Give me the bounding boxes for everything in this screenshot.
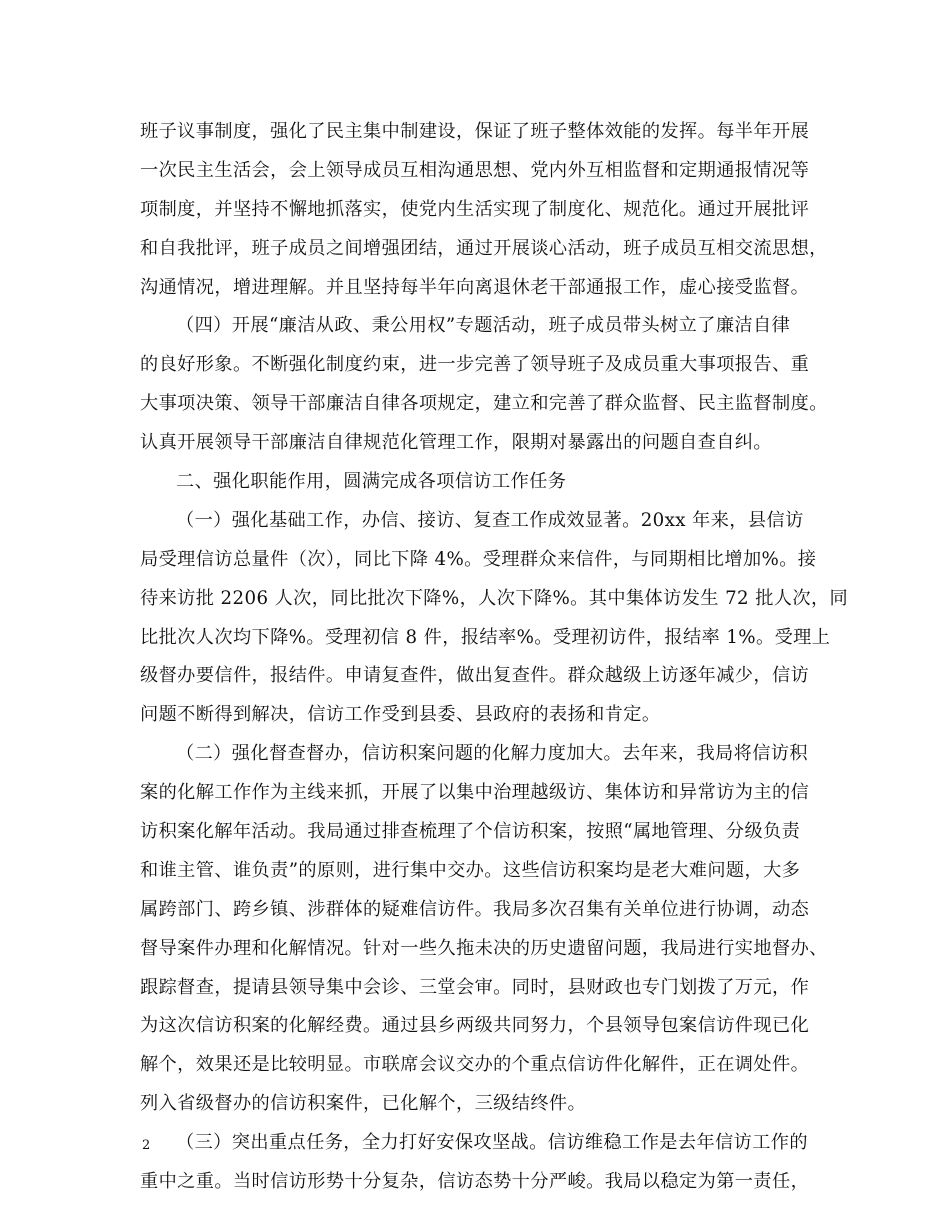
page-number: 2 [142, 1138, 151, 1153]
text-line: 跟踪督查，提请县领导集中会诊、三堂会审。同时，县财政也专门划拨了万元，作 [140, 976, 810, 998]
text-line: 认真开展领导干部廉洁自律规范化管理工作，限期对暴露出的问题自查自纠。 [140, 432, 772, 454]
text-line: （一）强化基础工作，办信、接访、复查工作成效显著。20xx 年来，县信访 [176, 509, 804, 531]
text-line: 为这次信访积案的化解经费。通过县乡两级共同努力，个县领导包案信访件现已化 [140, 1015, 810, 1037]
text-line: （三）突出重点任务，全力打好安保攻坚战。信访维稳工作是去年信访工作的 [176, 1132, 808, 1154]
text-line: 督导案件办理和化解情况。针对一些久拖未决的历史遗留问题，我局进行实地督办、 [140, 937, 828, 959]
text-line: 比批次人次均下降%。受理初信 8 件，报结率%。受理初访件，报结率 1%。受理上 [140, 626, 831, 648]
text-line: 访积案化解年活动。我局通过排查梳理了个信访积案，按照“属地管理、分级负责 [140, 821, 801, 843]
text-line: 和自我批评，班子成员之间增强团结，通过开展谈心活动，班子成员互相交流思想， [140, 237, 828, 259]
text-line: 重中之重。当时信访形势十分复杂，信访态势十分严峻。我局以稳定为第一责任， [140, 1171, 810, 1193]
text-line: 二、强化职能作用，圆满完成各项信访工作任务 [176, 471, 567, 493]
text-line: 问题不断得到解决，信访工作受到县委、县政府的表扬和肯定。 [140, 704, 661, 726]
text-line: 解个，效果还是比较明显。市联席会议交办的个重点信访件化解件，正在调处件。 [140, 1054, 810, 1076]
text-line: 项制度，并坚持不懈地抓落实，使党内生活实现了制度化、规范化。通过开展批评 [140, 198, 810, 220]
body-text [140, 113, 849, 1202]
text-line: 局受理信访总量件（次），同比下降 4%。受理群众来信件，与同期相比增加%。接 [140, 548, 817, 570]
text-line: （四）开展“廉洁从政、秉公用权”专题活动，班子成员带头树立了廉洁自律 [176, 315, 791, 337]
text-line: 级督办要信件，报结件。申请复查件，做出复查件。群众越级上访逐年减少，信访 [140, 665, 810, 687]
text-line: 大事项决策、领导干部廉洁自律各项规定，建立和完善了群众监督、民主监督制度。 [140, 393, 828, 415]
text-line: 待来访批 2206 人次，同比批次下降%，人次下降%。其中集体访发生 72 批人次，同 [140, 587, 849, 609]
text-line: 一次民主生活会，会上领导成员互相沟通思想、党内外互相监督和定期通报情况等 [140, 159, 810, 181]
text-line: 班子议事制度，强化了民主集中制建设，保证了班子整体效能的发挥。每半年开展 [140, 121, 810, 142]
text-line: （二）强化督查督办，信访积案问题的化解力度加大。去年来，我局将信访积 [176, 743, 808, 765]
text-line: 列入省级督办的信访积案件，已化解个，三级结终件。 [140, 1093, 587, 1115]
text-line: 和谁主管、谁负责”的原则，进行集中交办。这些信访积案均是老大难问题，大多 [140, 859, 801, 881]
text-line: 沟通情况，增进理解。并且坚持每半年向离退休老干部通报工作，虚心接受监督。 [140, 276, 810, 298]
text-line: 案的化解工作作为主线来抓，开展了以集中治理越级访、集体访和异常访为主的信 [140, 782, 810, 804]
text-line: 属跨部门、跨乡镇、涉群体的疑难信访件。我局多次召集有关单位进行协调，动态 [140, 898, 810, 920]
text-line: 的良好形象。不断强化制度约束，进一步完善了领导班子及成员重大事项报告、重 [140, 354, 810, 376]
